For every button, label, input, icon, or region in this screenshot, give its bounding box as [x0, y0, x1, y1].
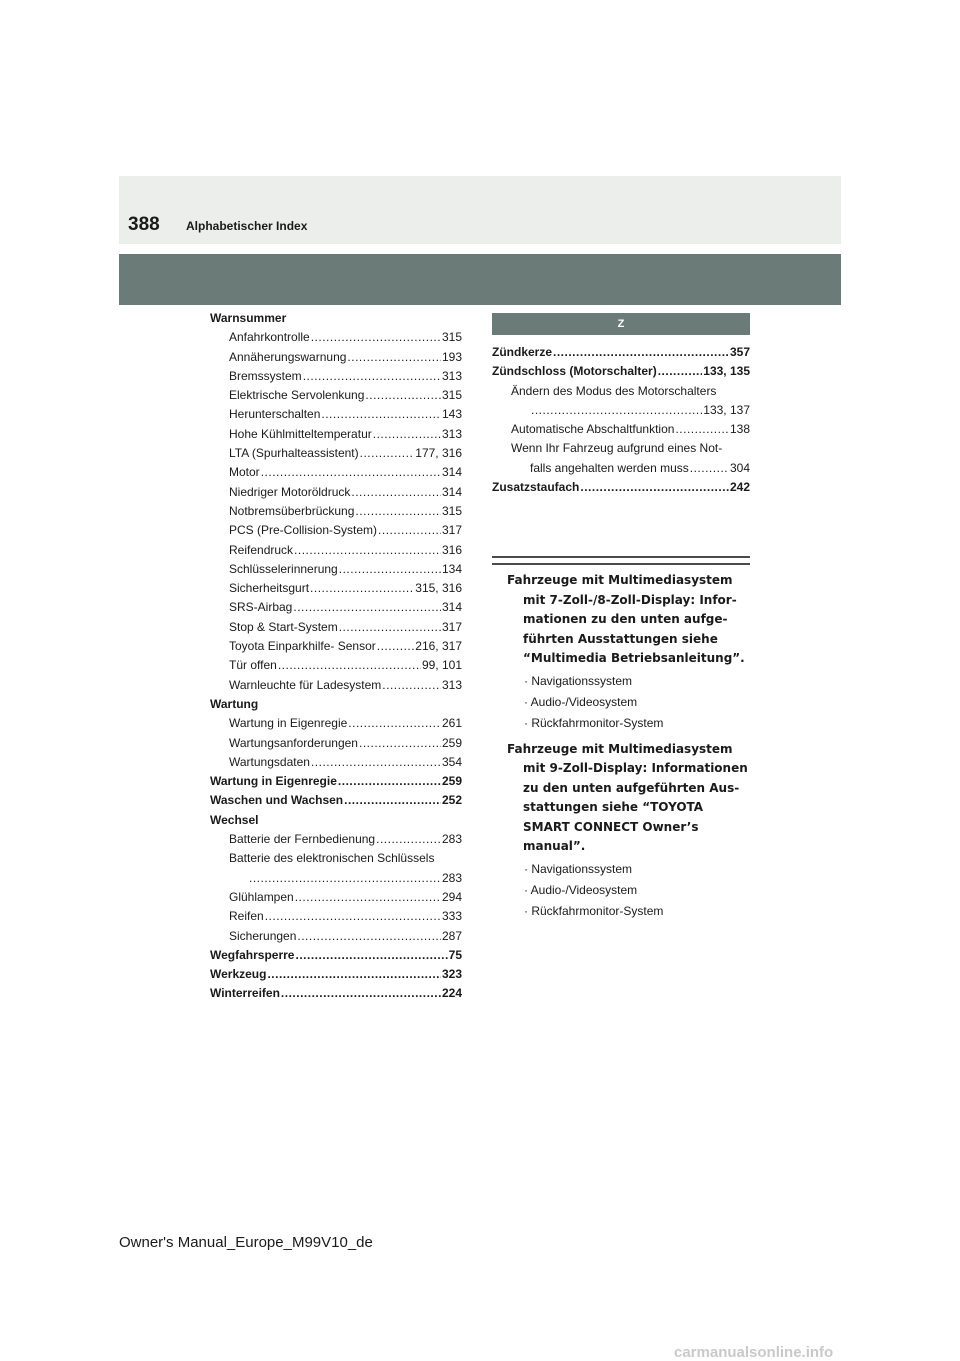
index-entry [210, 309, 462, 328]
index-entry-page: 261 [441, 716, 462, 731]
index-entry [210, 444, 462, 463]
index-entry [210, 791, 462, 810]
index-entry-term: Wenn Ihr Fahrzeug aufgrund eines Not- [511, 441, 723, 456]
note-heading [508, 571, 750, 669]
dot-leader [355, 502, 441, 521]
index-entry-term: Zusatzstaufach [492, 480, 580, 495]
index-column-left [210, 309, 462, 1004]
index-entry-page: 314 [441, 465, 462, 480]
index-entry [210, 483, 462, 502]
index-entry-page: 138 [729, 422, 750, 437]
index-entry [492, 382, 750, 401]
index-entry [210, 888, 462, 907]
note-feature-item: · Navigationssystem [524, 673, 633, 688]
dot-leader [344, 791, 441, 810]
index-entry-term: Notbremsüberbrückung [229, 503, 355, 518]
index-entry-page: 315 [441, 388, 462, 403]
dot-leader [378, 521, 441, 540]
note-heading-line: manual”. [523, 839, 586, 853]
note-feature-item: · Navigationssystem [524, 861, 633, 876]
dot-leader [261, 463, 441, 482]
index-entry [492, 420, 750, 439]
index-entry [492, 459, 750, 478]
index-entry [210, 772, 462, 791]
index-entry [210, 386, 462, 405]
index-entry [210, 521, 462, 540]
index-entry-term: Wartung [210, 696, 259, 711]
dot-leader [267, 965, 441, 984]
index-entry [210, 637, 462, 656]
index-entry-term: Reifendruck [229, 542, 294, 557]
index-entry [492, 439, 750, 458]
index-entry [210, 348, 462, 367]
dot-leader [359, 734, 441, 753]
index-entry-term: Winterreifen [210, 986, 280, 1001]
note-heading-line: mit 7-Zoll-/8-Zoll-Display: Infor- [523, 592, 737, 607]
index-entry-term: Batterie des elektronischen Schlüssels [229, 851, 435, 866]
index-entry-term: Wegfahrsperre [210, 947, 295, 962]
notes-divider [492, 556, 750, 565]
index-entry-term: Ändern des Modus des Motorschalters [511, 383, 717, 398]
index-entry-term: Stop & Start-System [229, 619, 338, 634]
note-heading [508, 740, 750, 857]
index-entry-term: Tür offen [229, 658, 277, 673]
index-entry-page: 317 [441, 619, 462, 634]
index-entry-page: 313 [441, 677, 462, 692]
dot-leader [690, 459, 729, 478]
index-entry-term: PCS (Pre-Collision-System) [229, 523, 378, 538]
index-entry-page: 313 [441, 368, 462, 383]
index-entry-page: 314 [441, 484, 462, 499]
index-entry [210, 598, 462, 617]
index-entry-page: 315, 316 [415, 581, 462, 596]
index-entry [210, 984, 462, 1003]
index-entry-term: Wartung in Eigenregie [210, 774, 337, 789]
dot-leader [339, 618, 441, 637]
dot-leader [265, 907, 441, 926]
index-entry-page: 357 [729, 345, 750, 359]
index-entry [210, 656, 462, 675]
index-entry-term: Herunterschalten [229, 407, 321, 422]
index-entry-page: 216, 317 [415, 639, 462, 654]
index-entry-term: SRS-Airbag [229, 600, 293, 615]
index-entry-page: 133, 135 [703, 364, 750, 379]
index-entry-term: Sicherheitsgurt [229, 581, 310, 596]
index-entry-term: Wechsel [210, 812, 259, 827]
index-entry-page: 283 [441, 832, 462, 847]
dot-leader [281, 984, 441, 1003]
index-entry [210, 541, 462, 560]
index-entry [210, 618, 462, 637]
dot-leader [382, 676, 441, 695]
dot-leader [338, 772, 441, 791]
note-feature-item: · Audio-/Videosystem [524, 694, 638, 709]
dot-leader [553, 343, 729, 362]
dot-leader [295, 888, 441, 907]
index-entry [210, 927, 462, 946]
note-heading-line: mationen zu den unten aufge- [523, 612, 728, 626]
index-entry [210, 367, 462, 386]
index-entry-page: 316 [441, 542, 462, 557]
note-heading-line: Fahrzeuge mit Multimediasystem [507, 741, 733, 756]
dot-leader [303, 367, 441, 386]
index-entries-z [492, 343, 750, 497]
header-dark-band [119, 254, 841, 305]
index-entry-term: Wartungsanforderungen [229, 735, 358, 750]
index-entry-page: 193 [441, 349, 462, 364]
index-entry-page: 134 [441, 561, 462, 576]
note-heading-line: Fahrzeuge mit Multimediasystem [507, 573, 733, 587]
dot-leader [373, 425, 441, 444]
index-entry-term: Hohe Kühlmitteltemperatur [229, 426, 372, 441]
index-entry-term: Zündkerze [492, 345, 553, 359]
index-entry [210, 463, 462, 482]
index-entry-page: 314 [441, 600, 462, 615]
index-entry-term: Annäherungswarnung [229, 349, 347, 364]
index-entry [210, 830, 462, 849]
note-feature-list [508, 671, 750, 734]
dot-leader [531, 401, 702, 420]
index-entry-page: 283 [441, 870, 462, 885]
note-heading-line: zu den unten aufgeführten Aus- [523, 780, 740, 795]
multimedia-notes [508, 571, 750, 928]
note-heading-line: mit 9-Zoll-Display: Informationen [523, 761, 748, 775]
index-entry-page: 177, 316 [415, 446, 462, 461]
dot-leader [310, 579, 414, 598]
index-entry-page: 315 [441, 330, 462, 345]
index-entry [210, 869, 462, 888]
dot-leader [360, 444, 415, 463]
index-entry [210, 965, 462, 984]
letter-heading-z: Z [492, 313, 750, 335]
note-heading-line: “Multimedia Betriebsanleitung”. [523, 651, 745, 665]
index-entry [210, 753, 462, 772]
index-entry [210, 328, 462, 347]
dot-leader [658, 362, 703, 381]
footer-manual-id: Owner's Manual_Europe_M99V10_de [119, 1234, 373, 1251]
index-entry [210, 425, 462, 444]
index-entry-term: Wartung in Eigenregie [229, 716, 348, 731]
note-feature-item: · Rückfahrmonitor-System [524, 903, 664, 918]
index-entry-page: 304 [729, 460, 750, 475]
index-entry-page: 143 [441, 407, 462, 422]
dot-leader [293, 598, 441, 617]
index-entry-term: Wartungsdaten [229, 754, 310, 769]
dot-leader [278, 656, 421, 675]
dot-leader [339, 560, 441, 579]
index-entry-term: Werkzeug [210, 967, 267, 982]
index-entry-term: Batterie der Fernbedienung [229, 832, 376, 847]
index-entry [210, 405, 462, 424]
index-entry-term: falls angehalten werden muss [530, 460, 689, 475]
dot-leader [365, 386, 441, 405]
dot-leader [580, 478, 729, 497]
index-entry-term: Automatische Abschaltfunktion [511, 422, 675, 437]
index-entry-page: 224 [441, 986, 462, 1001]
index-entry-term: Warnsummer [210, 311, 287, 325]
watermark: carmanualsonline.info [674, 1344, 834, 1361]
dot-leader [377, 637, 415, 656]
page-number: 388 [128, 214, 160, 235]
index-entry-page: 323 [441, 967, 462, 982]
index-entry [210, 811, 462, 830]
index-entry-page: 252 [441, 793, 462, 808]
dot-leader [321, 405, 441, 424]
index-entry-term: Waschen und Wachsen [210, 793, 344, 808]
index-entry-term: Reifen [229, 909, 264, 924]
index-entry [210, 907, 462, 926]
index-entry-page: 315 [441, 503, 462, 518]
note-heading-line: SMART CONNECT Owner’s [523, 819, 699, 834]
dot-leader [311, 753, 441, 772]
dot-leader [294, 541, 441, 560]
dot-leader [347, 348, 441, 367]
note-heading-line: stattungen siehe “TOYOTA [523, 800, 704, 814]
index-entry-term: Anfahrkontrolle [229, 330, 310, 345]
index-entry-page: 287 [441, 928, 462, 943]
index-entry-page: 259 [441, 774, 462, 789]
index-entry-page: 354 [441, 754, 462, 769]
dot-leader [351, 483, 441, 502]
index-entry-term: Glühlampen [229, 889, 294, 904]
index-entry [492, 401, 750, 420]
index-entry [210, 676, 462, 695]
index-entry-term: Elektrische Servolenkung [229, 388, 365, 403]
index-entry-page: 75 [448, 947, 462, 962]
index-entry [492, 362, 750, 381]
index-entry-term: Zündschloss (Motorschalter) [492, 364, 657, 379]
index-entry-term: LTA (Spurhalteassistent) [229, 446, 359, 461]
index-entry-page: 317 [441, 523, 462, 538]
index-entry [210, 502, 462, 521]
dot-leader [311, 328, 441, 347]
index-column-right [492, 313, 750, 497]
index-entry [492, 343, 750, 362]
dot-leader [295, 946, 447, 965]
index-entry-term: Warnleuchte für Ladesystem [229, 677, 382, 692]
dot-leader [675, 420, 729, 439]
dot-leader [297, 927, 441, 946]
index-entry-page: 333 [441, 909, 462, 924]
index-entry-term: Toyota Einparkhilfe- Sensor [229, 639, 376, 654]
header-band [119, 176, 841, 244]
index-entry-page: 259 [441, 735, 462, 750]
index-entry-term: Sicherungen [229, 928, 297, 943]
index-entry [210, 734, 462, 753]
index-entry-page: 313 [441, 426, 462, 441]
index-entry [210, 695, 462, 714]
index-entry-term: Niedriger Motoröldruck [229, 484, 351, 499]
index-entry [492, 478, 750, 497]
note-feature-item: · Audio-/Videosystem [524, 882, 638, 897]
index-entry-page: 99, 101 [421, 658, 462, 673]
section-title: Alphabetischer Index [186, 219, 308, 233]
note-feature-list [508, 859, 750, 922]
note-feature-item: · Rückfahrmonitor-System [524, 715, 664, 730]
index-entry-page: 294 [441, 889, 462, 904]
index-entry-term: Schlüsselerinnerung [229, 561, 338, 576]
index-entry-page: 242 [729, 480, 750, 495]
index-entry [210, 579, 462, 598]
dot-leader [249, 869, 441, 888]
index-entry-page: 133, 137 [703, 402, 750, 417]
index-entry [210, 946, 462, 965]
dot-leader [348, 714, 441, 733]
index-entry [210, 849, 462, 868]
index-entry-term: Bremssystem [229, 368, 302, 383]
note-heading-line: führten Ausstattungen siehe [523, 631, 718, 646]
dot-leader [376, 830, 441, 849]
index-entry [210, 714, 462, 733]
index-entry [210, 560, 462, 579]
index-entry-term: Motor [229, 465, 260, 480]
